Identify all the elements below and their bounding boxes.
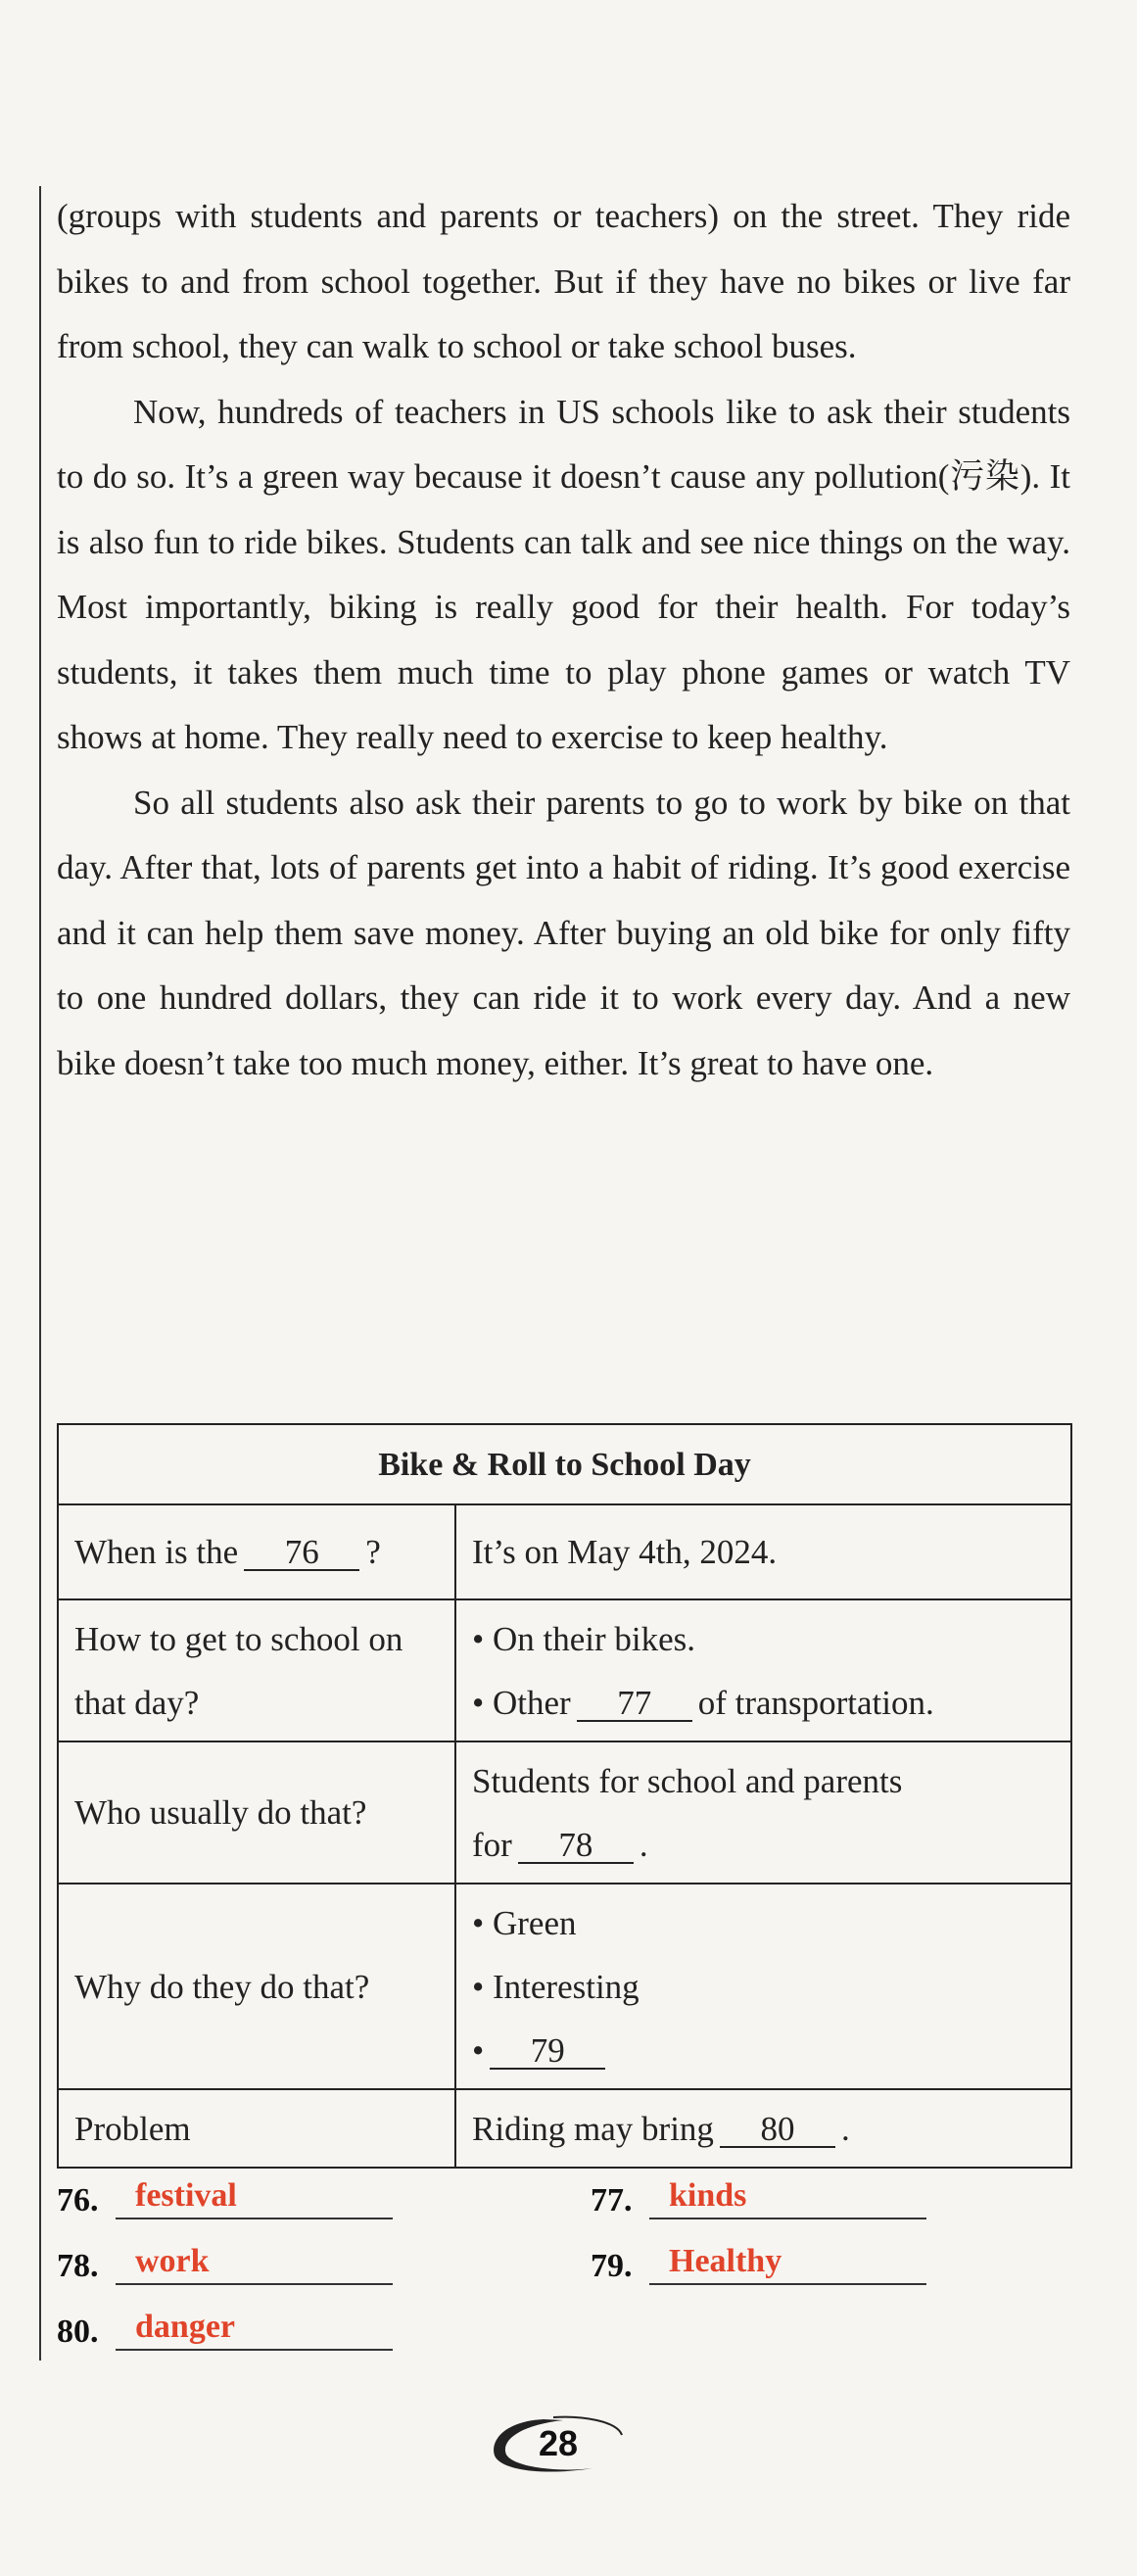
answer-suffix: .	[639, 1825, 648, 1864]
answer-number: 78.	[57, 2248, 99, 2284]
blank-78: 78	[518, 1829, 634, 1864]
bullet-suffix: of transportation.	[697, 1683, 934, 1722]
answer-item-78	[57, 2240, 393, 2285]
table-title: Bike & Roll to School Day	[58, 1424, 1071, 1504]
answer-number: 80.	[57, 2314, 99, 2350]
bullet-item: • Interesting	[472, 1967, 640, 2006]
margin-rule	[39, 186, 41, 2361]
passage-paragraph-3: So all students also ask their parents to go to work by bike on that day. After that, lots of parents get into a habit of riding. It’s good exercise and it can help them save money. After buying an old bike for only fifty to one hundred dollars, they can ride it to work every day. And a new bike doesn’t take too much money, either. It’s great to have one.	[57, 783, 1070, 1082]
table-cell-question	[58, 1884, 455, 2089]
table-cell-answer: It’s on May 4th, 2024.	[455, 1504, 1071, 1599]
question-text: Why do they do that?	[74, 1967, 370, 2006]
blank-80: 80	[720, 2113, 835, 2148]
answer-number: 76.	[57, 2182, 99, 2218]
answer-number: 79.	[591, 2248, 633, 2284]
answer-suffix: .	[840, 2109, 850, 2148]
answer-field-77[interactable]: kinds	[649, 2174, 926, 2219]
table-row	[58, 1599, 1071, 1741]
table-cell-question: Problem	[58, 2089, 455, 2168]
answer-prefix: for	[472, 1825, 512, 1864]
table-cell-answer	[455, 1884, 1071, 2089]
bullet-item: • On their bikes.	[472, 1619, 696, 1658]
answer-field-76[interactable]: festival	[116, 2174, 393, 2219]
info-table	[57, 1423, 1072, 2169]
table-row	[58, 2089, 1071, 2168]
table-row	[58, 1741, 1071, 1884]
bullet-item: • Green	[472, 1903, 577, 1942]
table-row	[58, 1504, 1071, 1599]
table-row	[58, 1884, 1071, 2089]
table-cell-question: Who usually do that?	[58, 1741, 455, 1884]
blank-79: 79	[490, 2034, 605, 2070]
question-suffix: ?	[365, 1533, 381, 1571]
page-number: 28	[538, 2423, 579, 2463]
passage-paragraph-1: (groups with students and parents or teachers) on the street. They ride bikes to and from school together. But if they have no bikes or live far from school, they can walk to school or take school buses.	[57, 197, 1070, 365]
blank-76: 76	[244, 1536, 359, 1571]
bullet-prefix: • Other	[472, 1683, 571, 1722]
table-cell-question	[58, 1504, 455, 1599]
table-cell-answer	[455, 2089, 1071, 2168]
reading-passage	[57, 184, 1070, 1096]
answer-item-80	[57, 2306, 393, 2351]
answer-number: 77.	[591, 2182, 633, 2218]
answer-item-79	[591, 2240, 926, 2285]
blank-77: 77	[577, 1687, 692, 1722]
answer-item-76	[57, 2174, 393, 2219]
answer-prefix: Riding may bring	[472, 2109, 714, 2148]
table-cell-answer	[455, 1741, 1071, 1884]
answer-field-80[interactable]: danger	[116, 2306, 393, 2351]
answer-item-77	[591, 2174, 926, 2219]
table-cell-question: How to get to school on that day?	[58, 1599, 455, 1741]
bullet-item	[472, 2019, 1055, 2082]
page-number-badge	[485, 2411, 632, 2480]
answer-field-78[interactable]: work	[116, 2240, 393, 2285]
bullet-dot: •	[472, 2030, 485, 2070]
table-cell-answer	[455, 1599, 1071, 1741]
passage-paragraph-2: Now, hundreds of teachers in US schools like to ask their students to do so. It’s a green way because it doesn’t cause any pollution(污染). It is also fun to ride bikes. Students can talk and see nice things on the way. Most importantly, biking is really good for their health. For today’s students, it takes them much time to play phone games or watch TV shows at home. They really need to exercise to keep healthy.	[57, 392, 1070, 756]
bullet-item	[472, 1671, 1055, 1735]
answer-field-79[interactable]: Healthy	[649, 2240, 926, 2285]
answer-line	[472, 1813, 1055, 1877]
answer-line: Students for school and parents	[472, 1761, 903, 1800]
question-text: When is the	[74, 1533, 239, 1571]
